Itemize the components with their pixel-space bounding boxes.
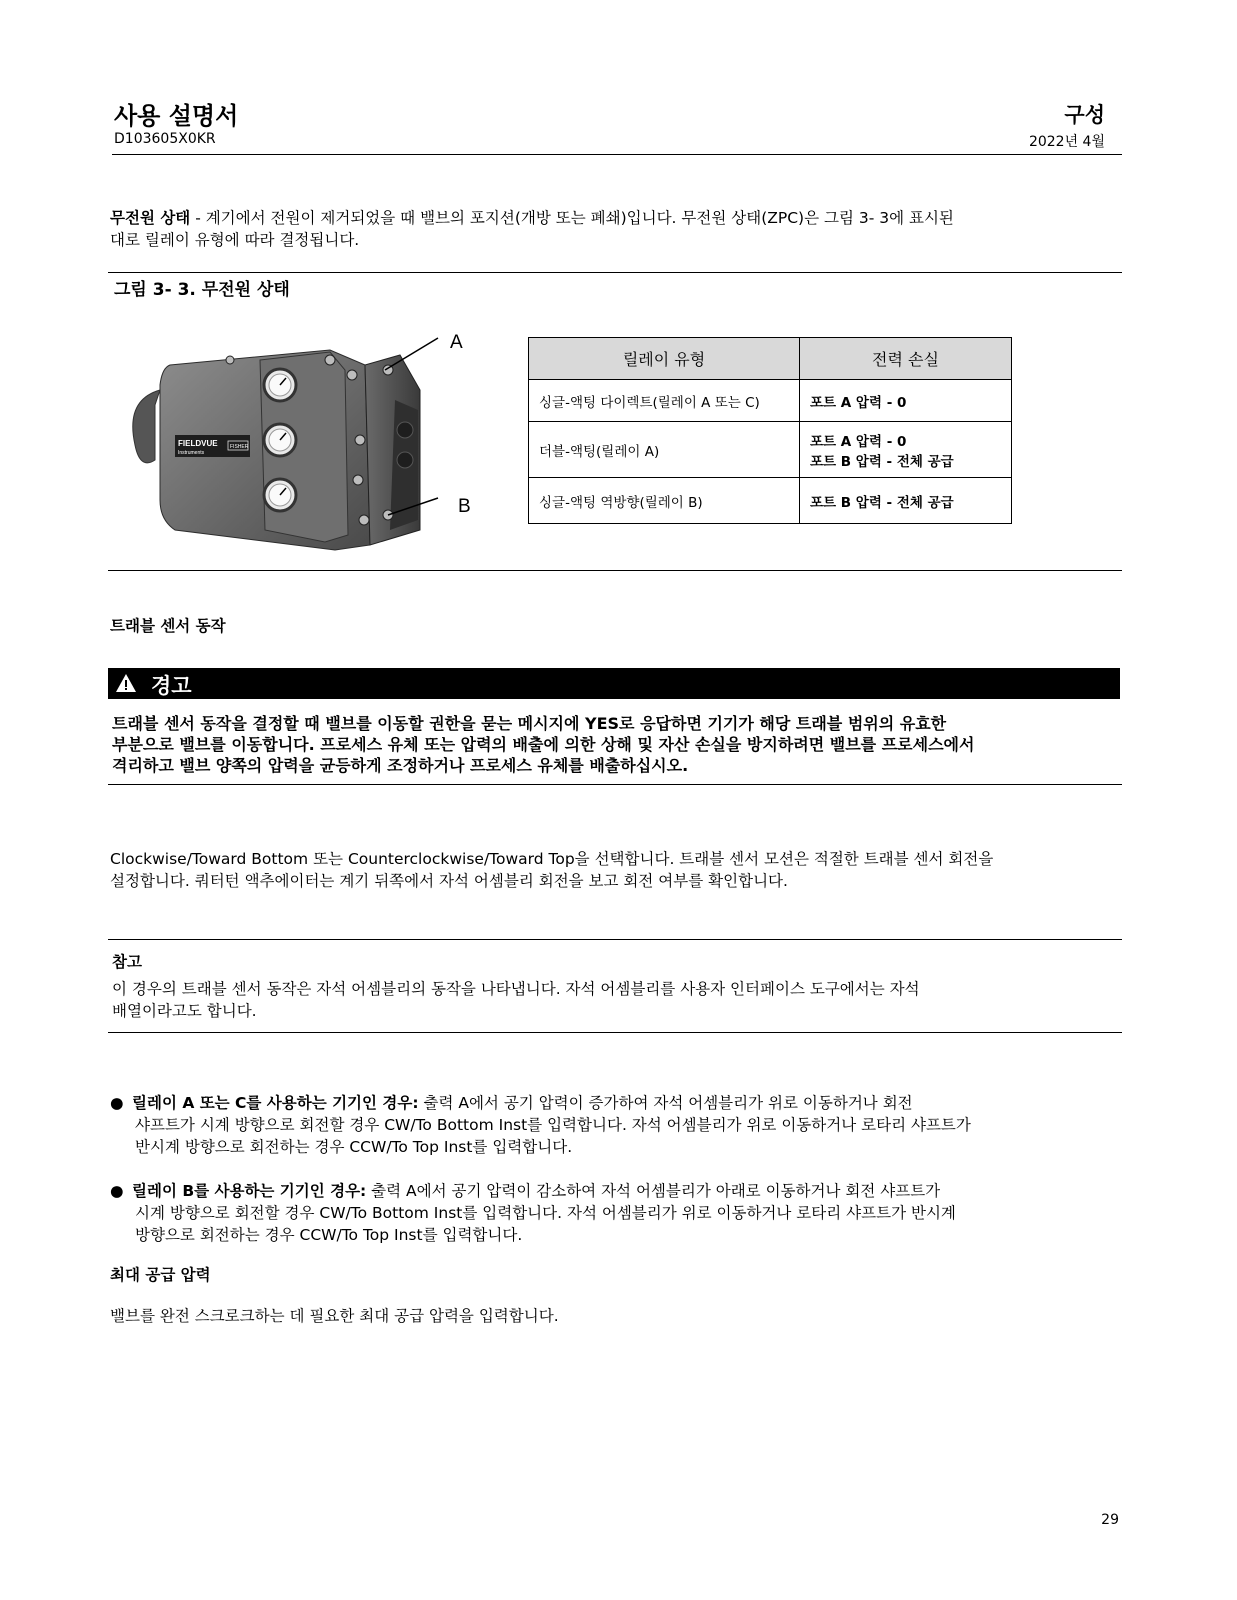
paragraph-line: 설정합니다. 쿼터턴 액추에이터는 계기 뒤쪽에서 자석 어셈블리 회전을 보고 회전 여부를 확인합니다. [110, 872, 788, 890]
bullet-line: 샤프트가 시계 방향으로 회전할 경우 CW/To Bottom Inst를 입력합니다. 자석 어셈블리가 위로 이동하거나 로타리 샤프트가 [135, 1116, 971, 1134]
zpc-paragraph [110, 207, 1120, 251]
warning-label: 경고 [151, 674, 192, 698]
table-cell-loss: 포트 A 압력 - 0 [810, 433, 907, 450]
table-cell-loss: 포트 B 압력 - 전체 공급 [810, 453, 954, 470]
device-badge: FISHER [230, 444, 249, 450]
table-cell-relay: 싱글-액팅 다이렉트(릴레이 A 또는 C) [529, 380, 800, 422]
note-line: 배열이라고도 합니다. [112, 1002, 257, 1020]
figure-label-a: A [450, 332, 463, 353]
note-top-rule [108, 939, 1122, 940]
bullet-relay-a-c [110, 1092, 1122, 1158]
bullet-relay-b [110, 1180, 1122, 1246]
figure-label-b: B [458, 496, 471, 517]
page-number: 29 [1101, 1512, 1119, 1528]
device-subbrand: Instruments [178, 450, 205, 456]
section-title: 구성 [1064, 103, 1105, 127]
table-cell-loss: 포트 A 압력 - 0 [810, 394, 907, 411]
table-row [529, 478, 1012, 524]
bullet-line: 시계 방향으로 회전할 경우 CW/To Bottom Inst를 입력합니다. 자석 어셈블리가 위로 이동하거나 로타리 샤프트가 반시계 [135, 1204, 956, 1222]
bullet-lead: 릴레이 A 또는 C를 사용하는 기기인 경우: [132, 1094, 419, 1112]
table-cell-loss: 포트 B 압력 - 전체 공급 [810, 494, 954, 511]
warning-text [112, 713, 1112, 776]
paragraph-line: Clockwise/Toward Bottom 또는 Counterclockwise/Toward Top을 선택합니다. 트래블 센서 모션은 적절한 트래블 센서 회전을 [110, 850, 994, 868]
relay-zpc-table [528, 337, 1012, 524]
figure-title: 그림 3- 3. 무전원 상태 [114, 280, 290, 300]
max-supply-text: 밸브를 완전 스크로크하는 데 필요한 최대 공급 압력을 입력합니다. [110, 1307, 559, 1325]
warning-triangle-icon [115, 673, 137, 693]
note-line: 이 경우의 트래블 센서 동작은 자석 어셈블리의 동작을 나타냅니다. 자석 어셈블리를 사용자 인터페이스 도구에서는 자석 [112, 980, 920, 998]
figure-bottom-rule [108, 570, 1122, 571]
label-a-leader [385, 338, 438, 370]
zpc-term: 무전원 상태 [110, 209, 191, 227]
table-cell-relay: 더블-액팅(릴레이 A) [529, 422, 800, 478]
device-brand: FIELDVUE [178, 439, 218, 448]
travel-sensor-heading: 트래블 센서 동작 [110, 617, 226, 635]
table-cell-relay: 싱글-액팅 역방향(릴레이 B) [529, 478, 800, 524]
bullet-dot-icon: ● [110, 1182, 124, 1200]
travel-sensor-paragraph [110, 848, 1120, 892]
zpc-line-2: 대로 릴레이 유형에 따라 결정됩니다. [110, 231, 360, 249]
table-row [529, 422, 1012, 478]
header-rule [112, 154, 1122, 155]
note-title: 참고 [112, 953, 142, 971]
max-supply-heading: 최대 공급 압력 [110, 1266, 211, 1284]
manual-title: 사용 설명서 [114, 102, 239, 130]
table-header-power-loss: 전력 손실 [800, 338, 1012, 380]
bullet-line: 방향으로 회전하는 경우 CCW/To Top Inst를 입력합니다. [135, 1226, 523, 1244]
table-header-relay-type: 릴레이 유형 [529, 338, 800, 380]
table-row [529, 380, 1012, 422]
bullet-line: 반시계 방향으로 회전하는 경우 CCW/To Top Inst를 입력합니다. [135, 1138, 573, 1156]
warning-banner [108, 668, 1120, 699]
note-bottom-rule [108, 1032, 1122, 1033]
warning-line: 부분으로 밸브를 이동합니다. 프로세스 유체 또는 압력의 배출에 의한 상해 및 자산 손실을 방지하려면 밸브를 프로세스에서 [112, 735, 975, 754]
document-number: D103605X0KR [114, 131, 216, 147]
publish-date: 2022년 4월 [1028, 134, 1105, 150]
bullet-line: 출력 A에서 공기 압력이 감소하여 자석 어셈블리가 아래로 이동하거나 회전 샤프트가 [366, 1182, 941, 1200]
bullet-dot-icon: ● [110, 1094, 124, 1112]
warning-line: 격리하고 밸브 양쪽의 압력을 균등하게 조정하거나 프로세스 유체를 배출하십시오. [112, 756, 689, 775]
note-text [112, 978, 1112, 1022]
warning-bottom-rule [108, 784, 1122, 785]
bullet-lead: 릴레이 B를 사용하는 기기인 경우: [132, 1182, 367, 1200]
bullet-line: 출력 A에서 공기 압력이 증가하여 자석 어셈블리가 위로 이동하거나 회전 [418, 1094, 913, 1112]
zpc-line-1: - 계기에서 전원이 제거되었을 때 밸브의 포지션(개방 또는 폐쇄)입니다. 무전원 상태(ZPC)은 그림 3- 3에 표시된 [190, 209, 954, 227]
figure-top-rule [108, 272, 1122, 273]
warning-line: 트래블 센서 동작을 결정할 때 밸브를 이동할 권한을 묻는 메시지에 YES로 응답하면 기기가 해당 트래블 범위의 유효한 [112, 714, 947, 733]
positioner-device-illustration [120, 330, 490, 560]
